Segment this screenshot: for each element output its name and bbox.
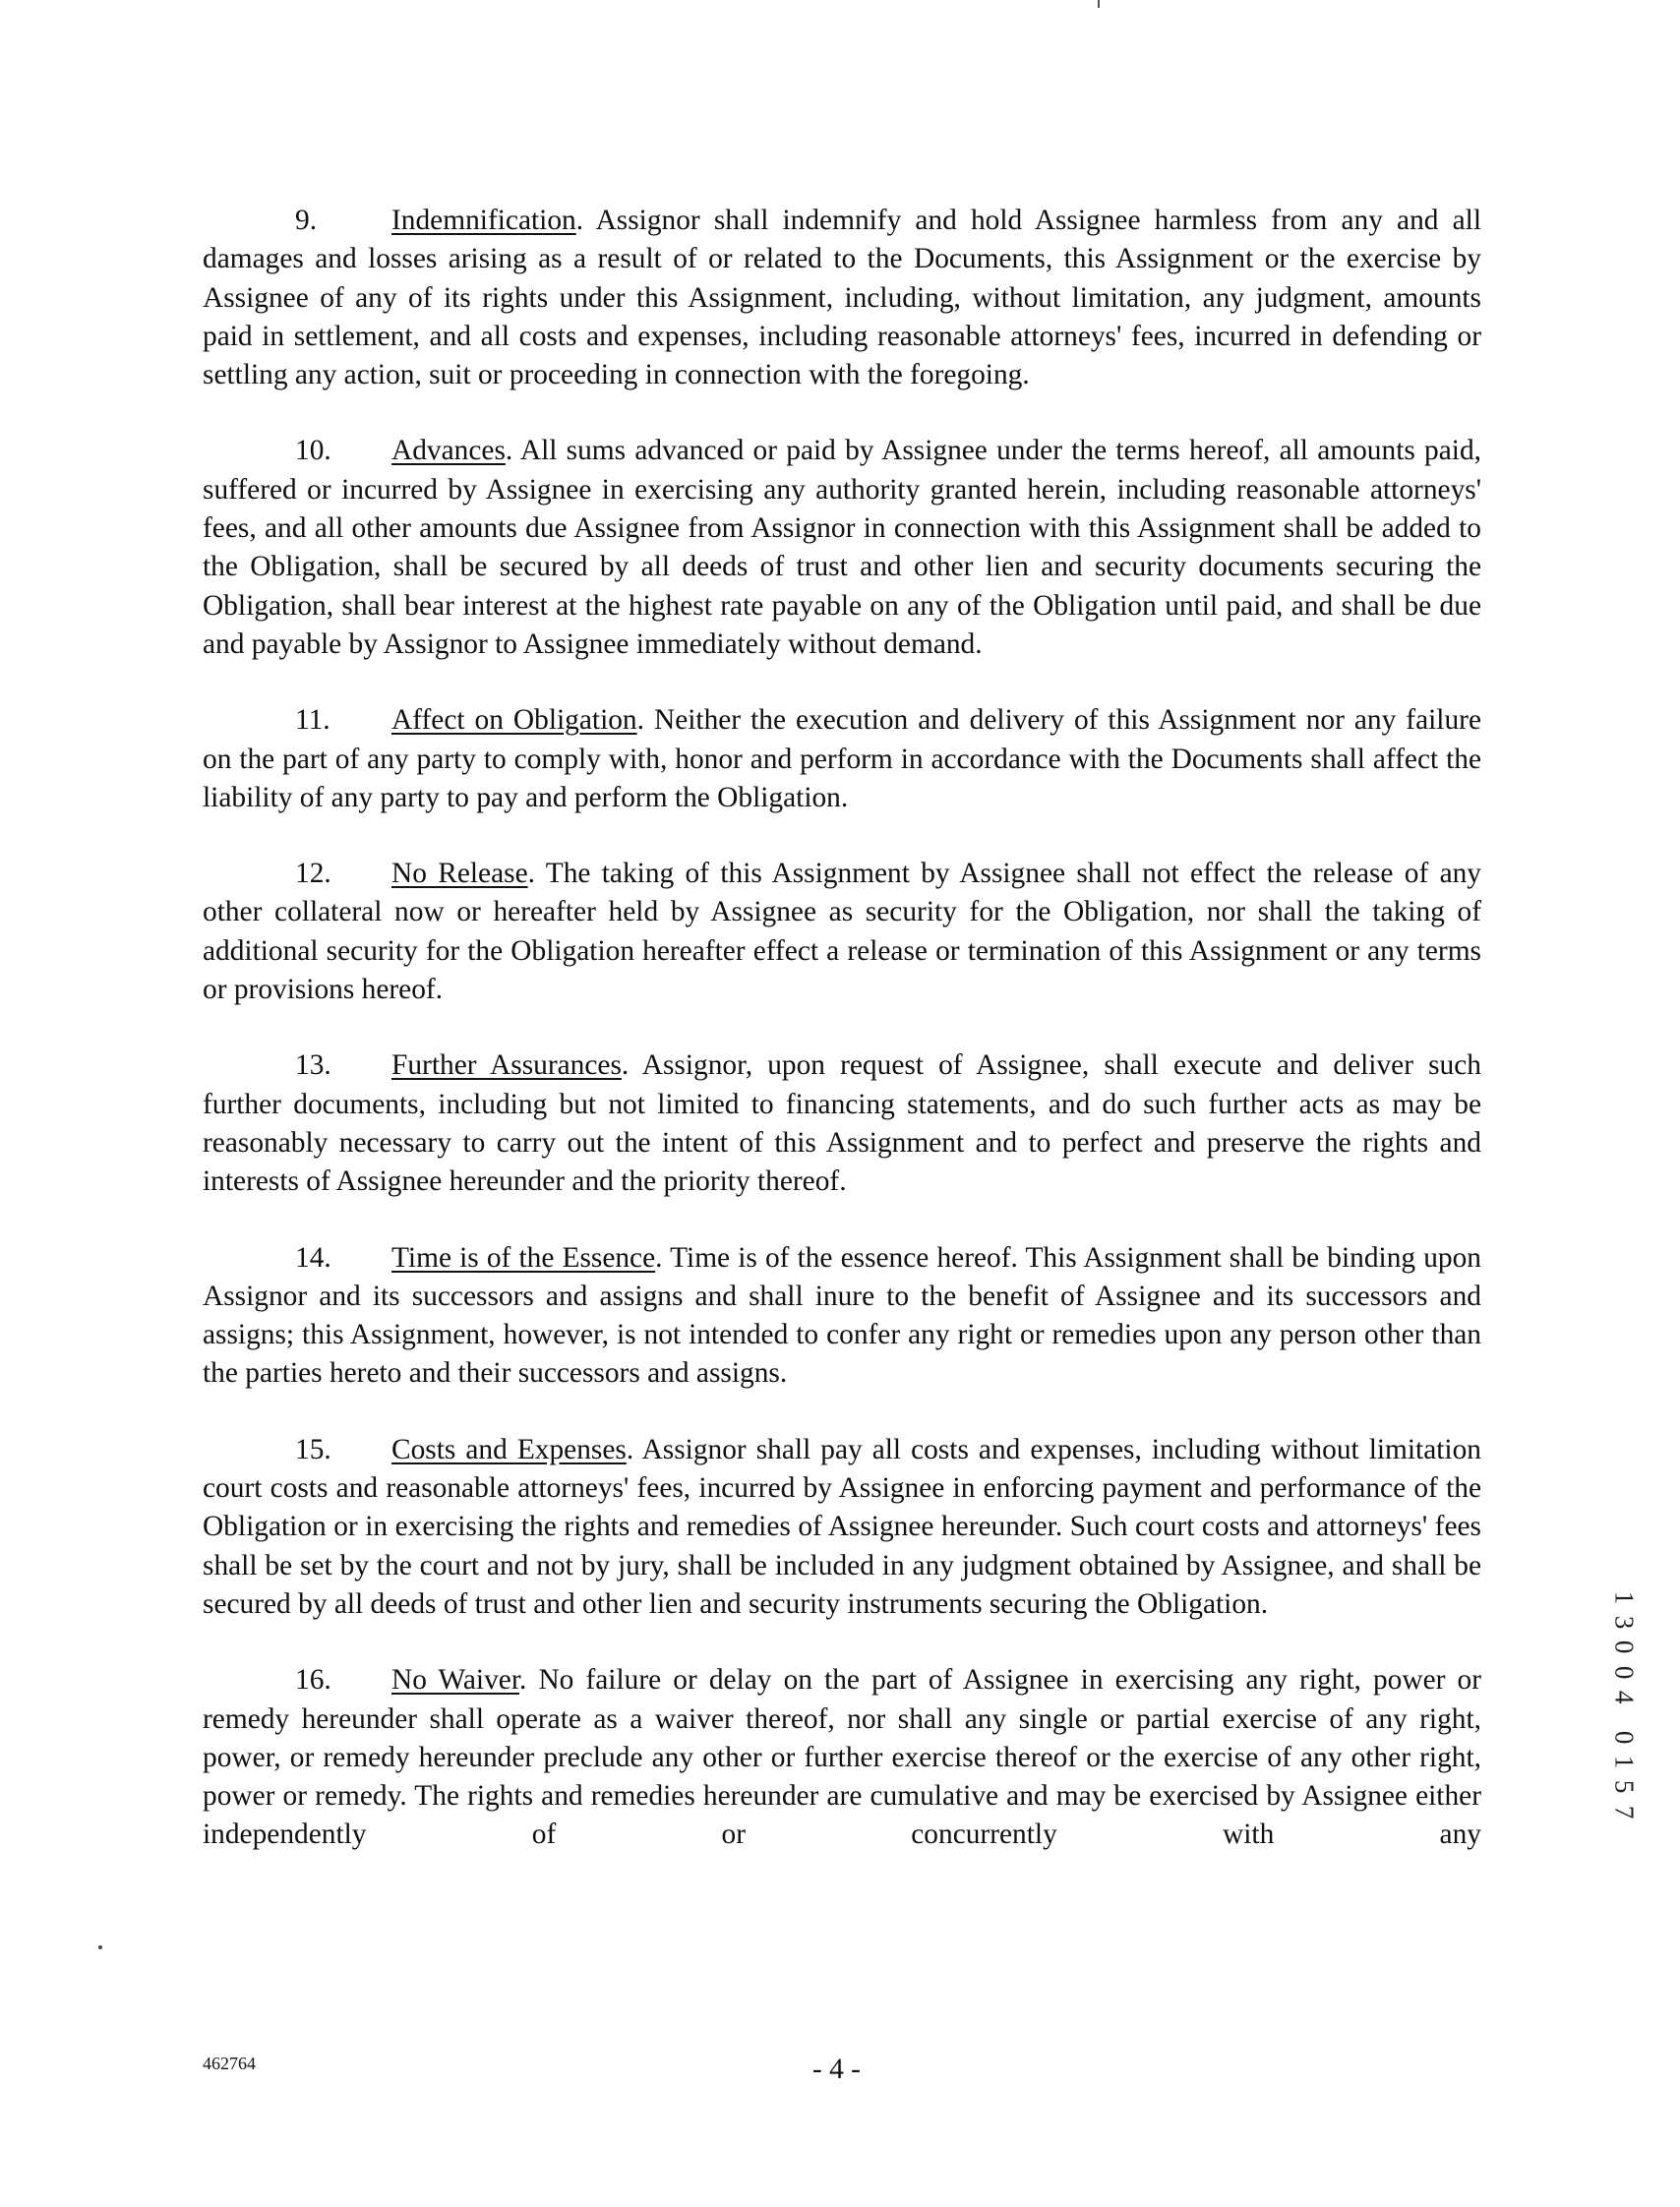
paragraph-text: Assignor shall indemnify and hold Assignee harmless from any and all damages and losses arising as a result of or related to the Documents, this Assignment or the exercise by Assignee of any of its rights under this Assignment, including, without limitation, any judgment, amounts paid in settlement, and all costs and expenses, including reasonable attorneys' fees, incurred in defending or settling any action, suit or proceeding in connection with the foregoing. [203,205,1481,391]
paragraph-heading: Affect on Obligation [391,704,637,737]
paragraph-text: Neither the execution and delivery of this Assignment nor any failure on the part of any party to comply with, honor and perform in accordance with the Documents shall affect the liability of any party to pay and perform the Obligation. [203,704,1481,813]
recording-stamp-digit: 0 [1609,1640,1640,1654]
paragraph-heading: Time is of the Essence [391,1241,656,1274]
recording-stamp-digit: 4 [1609,1690,1640,1704]
paragraph-10: 10. Advances. All sums advanced or paid by Assignee under the terms hereof, all amounts paid, suffered or incurred by Assignee in exercising any authority granted herein, including reasonable attorneys' fees, and all other amounts due Assignee from Assignor in connection with this Assignment shall be added to the Obligation, shall be secured by all deeds of trust and other lien and security documents securing the Obligation, shall bear interest at the highest rate payable on any of the Obligation until paid, and shall be due and payable by Assignor to Assignee immediately without demand. [203,432,1481,664]
paragraph-heading: Advances [391,435,506,467]
paragraph-number: 11. [295,704,330,737]
paragraph-number: 9. [295,205,318,236]
recording-stamp-digit: 0 [1609,1665,1640,1679]
paragraph-text: No failure or delay on the part of Assignee in exercising any right, power or remedy hereunder shall operate as a waiver thereof, nor shall any single or partial exercise of any right, power, or remedy hereunder preclude any other or further exercise thereof or the exercise of any other right, power or remedy. The rights and remedies hereunder are cumulative and may be exercised by Assignee either independently of or concurrently with any [203,1664,1481,1851]
paragraph-number: 10. [295,435,331,467]
recording-stamp-digit: 0 [1609,1730,1640,1745]
page-number: - 4 - [812,2054,861,2085]
paragraph-number: 14. [295,1241,331,1274]
paragraph-heading: No Release [391,858,528,890]
recording-stamp-digits [1609,1585,1639,1824]
paragraph-text: Assignor, upon request of Assignee, shall execute and deliver such further documents, including but not limited to financing statements, and do such further acts as may be reasonably necessary to carry out the intent of this Assignment and to perfect and preserve the rights and interests of Assignee hereunder and the priority thereof. [203,1049,1481,1198]
paragraph-heading: Further Assurances [391,1049,622,1082]
recording-stamp [1609,1585,1639,1824]
paragraph-13: 13. Further Assurances. Assignor, upon request of Assignee, shall execute and deliver such further documents, including but not limited to financing statements, and do such further acts as may be reasonably necessary to carry out the intent of this Assignment and to perfect and preserve the rights and interests of Assignee hereunder and the priority thereof. [203,1046,1481,1201]
paragraph-9: 9. Indemnification. Assignor shall indemnify and hold Assignee harmless from any and all damages and losses arising as a result of or related to the Documents, this Assignment or the exercise by Assignee of any of its rights under this Assignment, including, without limitation, any judgment, amounts paid in settlement, and all costs and expenses, including reasonable attorneys' fees, incurred in defending or settling any action, suit or proceeding in connection with the foregoing. [203,202,1481,394]
document-body [203,202,1481,1855]
scan-speck [98,1945,102,1949]
recording-stamp-digit: 5 [1609,1780,1640,1794]
paragraph-11: 11. Affect on Obligation. Neither the execution and delivery of this Assignment nor any failure on the part of any party to comply with, honor and perform in accordance with the Documents shall affect the liability of any party to pay and perform the Obligation. [203,701,1481,817]
paragraph-15: 15. Costs and Expenses. Assignor shall pay all costs and expenses, including without limitation court costs and reasonable attorneys' fees, incurred by Assignee in enforcing payment and performance of the Obligation or in exercising the rights and remedies of Assignee hereunder. Such court costs and attorneys' fees shall be set by the court and not by jury, shall be included in any judgment obtained by Assignee, and shall be secured by all deeds of trust and other lien and security instruments securing the Obligation. [203,1431,1481,1624]
paragraph-16: 16. No Waiver. No failure or delay on the part of Assignee in exercising any right, power or remedy hereunder shall operate as a waiver thereof, nor shall any single or partial exercise of any right, power, or remedy hereunder preclude any other or further exercise thereof or the exercise of any other right, power or remedy. The rights and remedies hereunder are cumulative and may be exercised by Assignee either independently of or concurrently with any [203,1661,1481,1854]
document-number: 462764 [203,2054,256,2073]
paragraph-number: 15. [295,1433,331,1465]
recording-stamp-digit: 3 [1609,1616,1640,1630]
paragraph-number: 12. [295,858,331,890]
paragraph-heading: No Waiver [391,1664,519,1697]
paragraph-14: 14. Time is of the Essence. Time is of the essence hereof. This Assignment shall be binding upon Assignor and its successors and assigns and shall inure to the benefit of Assignee and its successors and assigns; this Assignment, however, is not intended to confer any right or remedies upon any person other than the parties hereto and their successors and assigns. [203,1239,1481,1394]
paragraph-text: All sums advanced or paid by Assignee under the terms hereof, all amounts paid, suffered or incurred by Assignee in exercising any authority granted herein, including reasonable attorneys' fees, and all other amounts due Assignee from Assignor in connection with this Assignment shall be added to the Obligation, shall be secured by all deeds of trust and other lien and security documents securing the Obligation, shall bear interest at the highest rate payable on any of the Obligation until paid, and shall be due and payable by Assignor to Assignee immediately without demand. [203,435,1481,660]
recording-stamp-digit: 1 [1609,1756,1640,1769]
scan-mark [1098,0,1100,8]
paragraph-12: 12. No Release. The taking of this Assignment by Assignee shall not effect the release of any other collateral now or hereafter held by Assignee as security for the Obligation, nor shall the taking of additional security for the Obligation hereafter effect a release or termination of this Assignment or any terms or provisions hereof. [203,855,1481,1009]
paragraph-text: Time is of the essence hereof. This Assignment shall be binding upon Assignor and its successors and assigns and shall inure to the benefit of Assignee and its successors and assigns; this Assignment, however, is not intended to confer any right or remedies upon any person other than the parties hereto and their successors and assigns. [203,1241,1481,1390]
paragraph-number: 16. [295,1664,331,1697]
paragraph-text: Assignor shall pay all costs and expenses, including without limitation court costs and reasonable attorneys' fees, incurred by Assignee in enforcing payment and performance of the Obligation or in exercising the rights and remedies of Assignee hereunder. Such court costs and attorneys' fees shall be set by the court and not by jury, shall be included in any judgment obtained by Assignee, and shall be secured by all deeds of trust and other lien and security instruments securing the Obligation. [203,1433,1481,1620]
paragraph-heading: Costs and Expenses [391,1433,627,1465]
paragraph-number: 13. [295,1049,331,1082]
recording-stamp-digit: 7 [1609,1805,1640,1819]
paragraph-heading: Indemnification [391,205,576,236]
recording-stamp-digit: 1 [1609,1590,1640,1605]
paragraph-text: The taking of this Assignment by Assignee shall not effect the release of any other collateral now or hereafter held by Assignee as security for the Obligation, nor shall the taking of additional security for the Obligation hereafter effect a release or termination of this Assignment or any terms or provisions hereof. [203,858,1482,1006]
